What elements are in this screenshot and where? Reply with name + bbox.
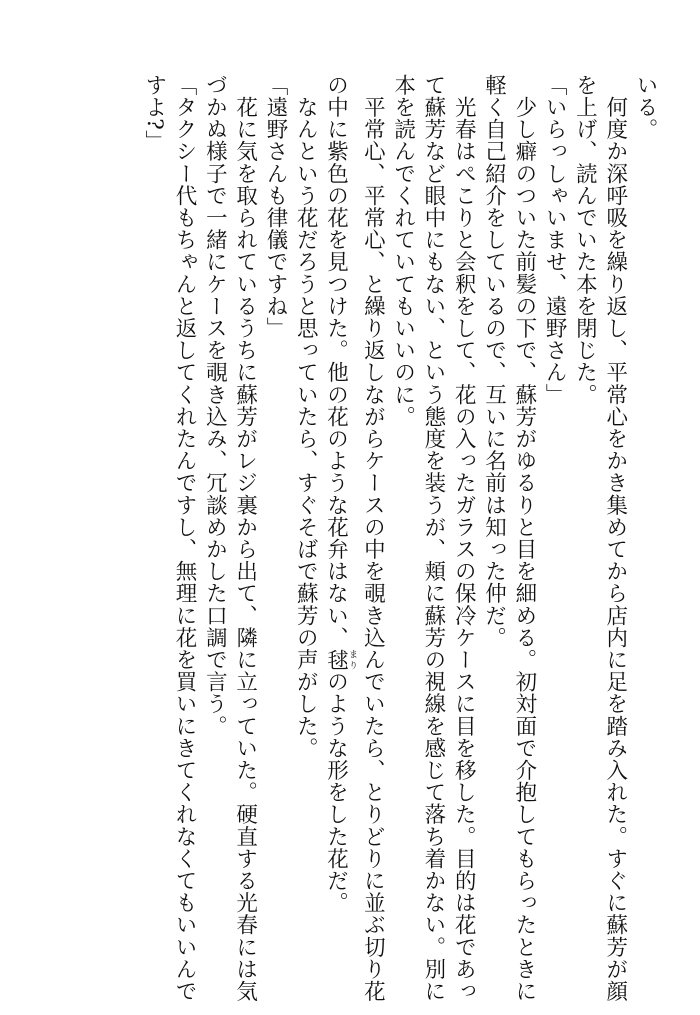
text-line: 光春はぺこりと会釈をして、花の入ったガラスの保冷ケースに目を移した。目的は花であっ [451, 74, 477, 1003]
ruby-line-after: のような形をした花だ。 [323, 670, 349, 914]
text-line: 少し癖のついた前髪の下で、蘇芳がゆるりと目を細める。初対面で介抱してもらったときに [511, 74, 537, 1003]
text-line: 「タクシー代もちゃんと返してくれたんですし、無理に花を買いにきてくれなくてもいいんで [172, 74, 198, 1003]
text-line: て蘇芳など眼中にもない、という態度を装うが、頬に蘇芳の視線を感じて落ち着かない。別に [420, 74, 446, 1003]
ruby-line-before: の中に紫色の花を見つけた。他の花のような花弁はない、 [323, 74, 349, 649]
text-line: 軽く自己紹介をしているので、互いに名前は知った仲だ。 [481, 74, 507, 649]
vertical-text-body [138, 74, 660, 1003]
text-line: いる。 [633, 74, 658, 141]
ruby-base: 毬 [323, 648, 349, 671]
text-line: 何度か深呼吸を繰り返し、平常心をかき集めてから店内に足を踏み入れた。すぐに蘇芳が顔 [602, 74, 628, 1003]
text-line: づかぬ様子で一緒にケースを覗き込み、冗談めかした口調で言う。 [202, 74, 228, 737]
text-line: 「いらっしゃいませ、遠野さん」 [542, 74, 568, 406]
text-line: 平常心、平常心、と繰り返しながらケースの中を覗き込んでいたら、とりどりに並ぶ切り花 [360, 74, 386, 1003]
text-line: なんという花だろうと思っていたら、すぐそばで蘇芳の声がした。 [293, 74, 319, 760]
text-line: 本を読んでくれていてもいいのに。 [390, 74, 416, 428]
text-line: すよ?」 [141, 74, 167, 153]
text-line-with-ruby [320, 74, 357, 974]
furigana-ruby [323, 648, 358, 671]
text-line: 花に気を取られているうちに蘇芳がレジ裏から出て、隣に立っていた。硬直する光春には気 [232, 74, 258, 1003]
ruby-reading: まり [347, 648, 358, 671]
text-line: を上げ、読んでいた本を閉じた。 [572, 74, 598, 406]
text-line: 「遠野さんも律儀ですね」 [262, 74, 288, 340]
